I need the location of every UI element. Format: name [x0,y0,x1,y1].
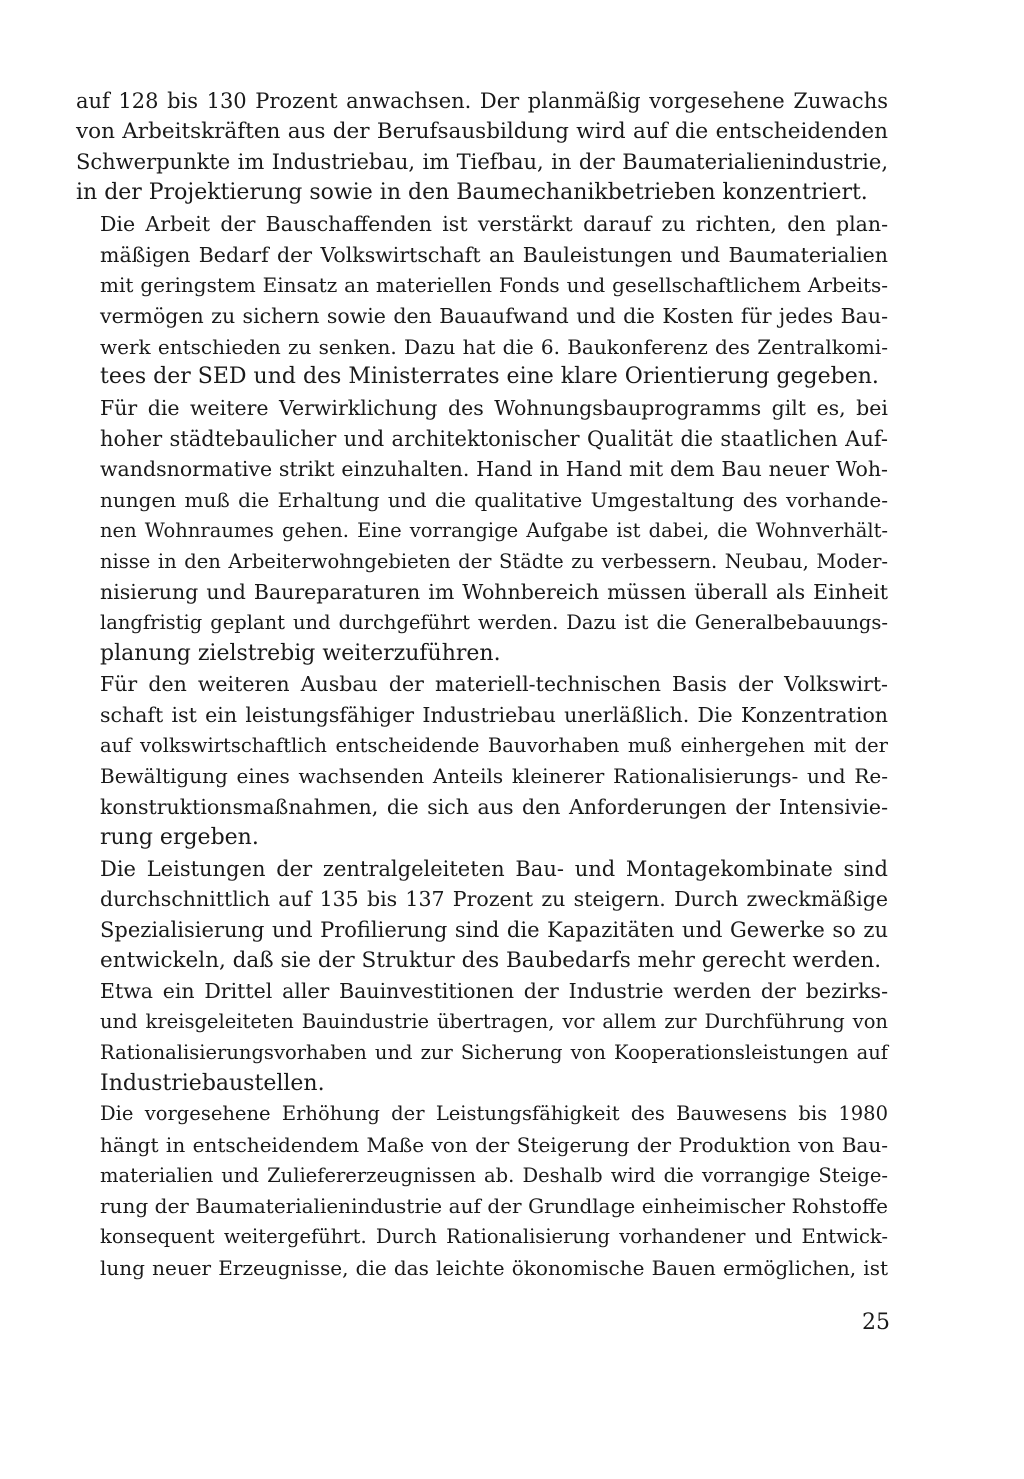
text-line: rung der Baumaterialienindustrie auf der Grundlage einheimischer Rohstoffe [100,1194,888,1219]
text-line: Bewältigung eines wachsenden Anteils kleinerer Rationalisierungs- und Re- [100,764,888,789]
text-line: konstruktionsmaßnahmen, die sich aus den Anforderungen der Intensivie- [100,795,888,820]
text-line: nungen muß die Erhaltung und die qualitative Umgestaltung des vorhande- [100,488,888,513]
text-line: in der Projektierung sowie in den Baumechanikbetrieben konzentriert. [76,180,868,206]
text-line: hoher städtebaulicher und architektonischer Qualität die staatlichen Auf- [100,426,888,451]
text-line: und kreisgeleiteten Bauindustrie übertragen, vor allem zur Durchführung von [100,1010,888,1034]
paragraph [76,854,888,977]
page-number: 25 [862,1310,890,1335]
text-line: werk entschieden zu senken. Dazu hat die 6. Baukonferenz des Zentralkomi- [100,334,888,359]
text-line: Für den weiteren Ausbau der materiell-technischen Basis der Volkswirt- [100,672,888,697]
text-line: durchschnittlich auf 135 bis 137 Prozent zu steigern. Durch zweckmäßige [100,887,888,912]
paragraph [76,669,888,853]
text-line: Die Arbeit der Bauschaffenden ist verstärkt darauf zu richten, den plan- [100,211,888,236]
text-line: auf 128 bis 130 Prozent anwachsen. Der planmäßig vorgesehene Zuwachs [76,89,888,113]
text-line: Schwerpunkte im Industriebau, im Tiefbau, in der Baumaterialienindustrie, [76,150,888,175]
text-line: nisse in den Arbeiterwohngebieten der Städte zu verbessern. Neubau, Moder- [100,549,888,573]
text-line: auf volkswirtschaftlich entscheidende Bauvorhaben muß einhergehen mit der [100,733,888,757]
text-line: hängt in entscheidendem Maße von der Steigerung der Produktion von Bau- [100,1132,888,1157]
text-line: entwickeln, daß sie der Struktur des Baubedarfs mehr gerecht werden. [100,947,882,973]
text-line: Die Leistungen der zentralgeleiteten Bau- und Montagekombinate sind [100,856,888,881]
text-line: lung neuer Erzeugnisse, die das leichte ökonomische Bauen ermöglichen, ist [100,1255,888,1280]
paragraph [76,1099,888,1283]
text-line: rung ergeben. [100,824,259,850]
text-line: wandsnormative strikt einzuhalten. Hand in Hand mit dem Bau neuer Woh- [100,457,888,482]
text-line: vermögen zu sichern sowie den Bauaufwand und die Kosten für jedes Bau- [100,303,888,328]
text-line: nen Wohnraumes gehen. Eine vorrangige Aufgabe ist dabei, die Wohnverhält- [100,518,888,542]
text-line: tees der SED und des Ministerrates eine klare Orientierung gegeben. [100,364,879,390]
text-line: Für die weitere Verwirklichung des Wohnungsbauprogramms gilt es, bei [100,396,888,421]
text-line: Spezialisierung und Profilierung sind die Kapazitäten und Gewerke so zu [100,917,888,942]
paragraph [76,209,888,393]
paragraph [76,86,888,209]
text-line: Industriebaustellen. [100,1070,325,1096]
document-page [76,86,888,1283]
text-line: Rationalisierungsvorhaben und zur Sicherung von Kooperationsleistungen auf [100,1040,888,1064]
text-line: Die vorgesehene Erhöhung der Leistungsfähigkeit des Bauwesens bis 1980 [100,1102,888,1126]
text-line: nisierung und Baureparaturen im Wohnbereich müssen überall als Einheit [100,580,888,605]
text-line: planung zielstrebig weiterzuführen. [100,640,501,666]
text-line: mit geringstem Einsatz an materiellen Fonds und gesellschaftlichem Arbeits- [100,273,888,298]
text-line: konsequent weitergeführt. Durch Rationalisierung vorhandener und Entwick- [100,1225,888,1249]
paragraph [76,976,888,1099]
paragraph [76,393,888,669]
text-line: Etwa ein Drittel aller Bauinvestitionen der Industrie werden der bezirks- [100,979,888,1004]
text-line: langfristig geplant und durchgeführt werden. Dazu ist die Generalbebauungs- [100,610,888,634]
text-line: mäßigen Bedarf der Volkswirtschaft an Bauleistungen und Baumaterialien [100,242,888,267]
text-line: materialien und Zuliefererzeugnissen ab. Deshalb wird die vorrangige Steige- [100,1163,888,1187]
text-line: von Arbeitskräften aus der Berufsausbildung wird auf die entscheidenden [76,118,888,144]
text-line: schaft ist ein leistungsfähiger Industriebau unerläßlich. Die Konzentration [100,703,888,728]
